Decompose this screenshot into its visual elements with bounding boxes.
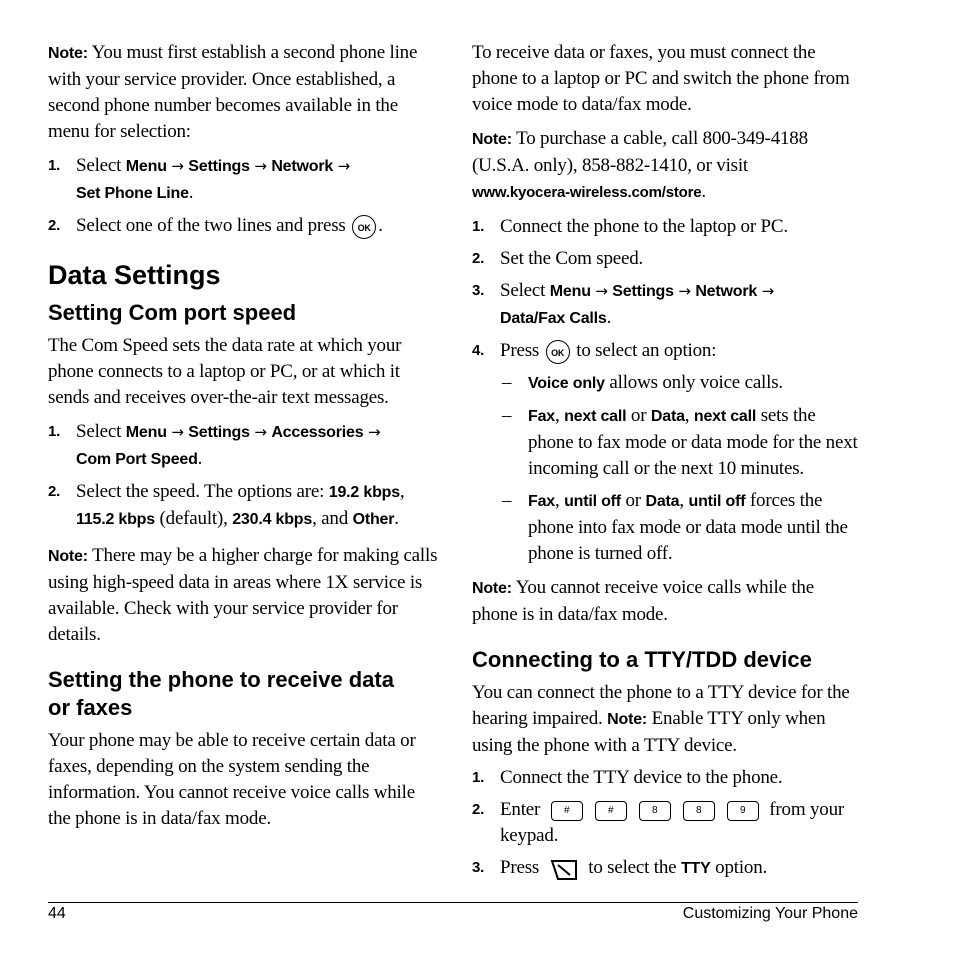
step-text: Select — [500, 280, 546, 301]
punct: . — [394, 508, 399, 529]
page-number: 44 — [48, 905, 66, 922]
step-text: Select — [76, 421, 122, 442]
default-text: (default), — [159, 508, 228, 529]
option-text: sets the phone to fax mode or data mode for the next incoming call or the next 10 minutes. — [528, 405, 858, 479]
dash-bullet: – — [502, 372, 512, 393]
network-label: Network — [695, 283, 758, 300]
data-label: Data — [645, 493, 680, 510]
fax-label: Fax — [528, 493, 555, 510]
option-voice-only — [472, 370, 862, 397]
receive-fax-paragraph: To receive data or faxes, you must connect the phone to a laptop or PC and switch the phone from voice mode to data/fax mode. — [472, 42, 850, 115]
pound-key-icon: # — [551, 801, 583, 821]
arrow-icon: → — [171, 157, 184, 175]
step-number: 2. — [48, 483, 61, 500]
option-other: Other — [352, 511, 395, 528]
store-link[interactable]: www.kyocera-wireless.com/store — [472, 184, 702, 201]
left-column — [48, 40, 438, 832]
step-set-com-speed — [472, 246, 862, 272]
arrow-icon: → — [171, 423, 184, 441]
or-text: or — [630, 405, 647, 426]
step-number: 3. — [472, 282, 485, 299]
pound-key-icon: # — [595, 801, 627, 821]
step-text: Enter — [500, 799, 541, 820]
step-number: 2. — [472, 801, 485, 818]
right-column — [472, 40, 862, 882]
step-select-data-fax — [472, 278, 862, 332]
note-purchase-cable — [472, 126, 862, 206]
subsection-title-tty: Connecting to a TTY/TDD device — [472, 647, 812, 672]
data-fax-calls-label: Data/Fax Calls — [500, 310, 607, 327]
step-press-softkey — [472, 855, 862, 882]
step-connect-tty — [472, 765, 862, 791]
eight-key-icon: 8 — [639, 801, 671, 821]
step-text: option. — [715, 857, 768, 878]
step-text: from your keypad. — [500, 799, 844, 846]
note-label: Note: — [472, 580, 512, 597]
option-19-2: 19.2 kbps — [328, 484, 400, 501]
settings-label: Settings — [188, 158, 250, 175]
data-label: Data — [650, 408, 685, 425]
step-select-phone-line — [48, 153, 438, 207]
note-high-speed-charge — [48, 543, 438, 648]
step-enter-code — [472, 797, 862, 849]
network-label: Network — [271, 158, 334, 175]
voice-only-label: Voice only — [528, 375, 605, 392]
step-number: 1. — [48, 423, 61, 440]
step-select-speed: 2. Select the speed. The options are: 19.2 kbps, 115.2 kbps (default), 230.4 kbps, and Other. — [48, 481, 405, 529]
accessories-label: Accessories — [271, 424, 364, 441]
com-speed-paragraph: The Com Speed sets the data rate at which your phone connects to a laptop or PC, or at which it sends and receives over-the-air text messages. — [48, 335, 402, 408]
note-text: You must first establish a second phone line with your service provider. Once established, a second phone number becomes available in the menu for selection: — [48, 42, 418, 142]
set-phone-line-label: Set Phone Line — [76, 185, 189, 202]
dash-bullet: – — [502, 490, 512, 511]
receive-data-paragraph: Your phone may be able to receive certain data or faxes, depending on the system sending the information. You cannot receive voice calls while the phone is in data/fax mode. — [48, 730, 416, 829]
arrow-icon: → — [254, 157, 267, 175]
ok-key-icon: OK — [352, 215, 376, 239]
option-115-2: 115.2 kbps — [76, 511, 155, 528]
tty-note-text: Enable TTY only when using the phone with a TTY device. — [472, 708, 826, 756]
tty-text: You can connect the phone to a TTY device for the hearing impaired. — [472, 682, 850, 729]
fax-label: Fax — [528, 408, 555, 425]
menu-label: Menu — [125, 158, 167, 175]
step-text: Press — [500, 857, 540, 878]
step-number: 1. — [472, 218, 485, 235]
option-until-off: – Fax, until off or Data, until off forces the phone into fax mode or data mode until the phone is turned off. — [502, 490, 848, 564]
eight-key-icon: 8 — [683, 801, 715, 821]
next-call-label: next call — [693, 408, 757, 425]
com-port-speed-label: Com Port Speed — [76, 451, 198, 468]
step-text: Select one of the two lines and press — [76, 215, 346, 236]
punct: . — [378, 215, 383, 236]
arrow-icon: → — [337, 157, 350, 175]
left-softkey-icon — [550, 857, 578, 881]
step-text: Select — [76, 155, 122, 176]
tty-paragraph — [472, 680, 862, 759]
note-no-voice-calls — [472, 575, 862, 628]
settings-label: Settings — [612, 283, 674, 300]
step-text: to select an option: — [576, 340, 717, 361]
tty-option-label: TTY — [680, 860, 711, 877]
step-text: Press — [500, 340, 540, 361]
arrow-icon: → — [678, 282, 691, 300]
note-label: Note: — [48, 45, 88, 62]
footer-rule — [48, 902, 858, 903]
note-second-line — [48, 40, 438, 145]
note-text: To purchase a cable, call 800-349-4188 (U.S.A. only), 858-882-1410, or visit — [472, 128, 808, 176]
arrow-icon: → — [254, 423, 267, 441]
option-text: forces the phone into fax mode or data mode until the phone is turned off. — [528, 490, 848, 564]
punct: . — [606, 307, 612, 328]
option-next-call: – Fax, next call or Data, next call sets the phone to fax mode or data mode for the next incoming call or the next 10 minutes. — [502, 405, 858, 479]
section-title-data-settings: Data Settings — [48, 260, 221, 290]
ok-key-icon: OK — [546, 340, 570, 364]
or-text: or — [625, 490, 641, 511]
arrow-icon: → — [761, 282, 774, 300]
nine-key-icon: 9 — [727, 801, 759, 821]
subsection-title-receive-data: Setting the phone to receive data or faxes — [48, 667, 394, 720]
menu-label: Menu — [549, 283, 591, 300]
option-230-4: 230.4 kbps — [232, 511, 313, 528]
menu-label: Menu — [125, 424, 167, 441]
and-text: , and — [312, 508, 349, 529]
chapter-title: Customizing Your Phone — [682, 905, 858, 922]
step-text: Connect the phone to the laptop or PC. — [500, 216, 788, 237]
step-number: 2. — [472, 250, 485, 267]
step-text: Select the speed. The options are: — [76, 481, 325, 502]
note-label: Note: — [48, 548, 88, 565]
option-text: allows only voice calls. — [609, 372, 783, 393]
note-label: Note: — [607, 711, 648, 728]
note-text: You cannot receive voice calls while the phone is in data/fax mode. — [472, 577, 814, 625]
step-number: 1. — [472, 769, 485, 786]
punct: . — [188, 182, 194, 203]
until-off-label: until off — [688, 493, 746, 510]
step-number: 4. — [472, 342, 485, 359]
arrow-icon: → — [367, 423, 381, 441]
note-label: Note: — [472, 131, 512, 148]
punct: . — [197, 448, 203, 469]
settings-label: Settings — [188, 424, 250, 441]
step-number: 3. — [472, 859, 485, 876]
punct: . — [701, 181, 706, 202]
step-press-ok — [472, 338, 862, 364]
dash-bullet: – — [502, 405, 512, 426]
step-connect-laptop — [472, 214, 862, 240]
until-off-label: until off — [564, 493, 621, 510]
step-text: Set the Com speed. — [500, 248, 644, 269]
note-text: There may be a higher charge for making calls using high-speed data in areas where 1X service is available. Check with your service provider for details. — [48, 545, 438, 645]
next-call-label: next call — [564, 408, 627, 425]
step-number: 2. — [48, 217, 61, 234]
subsection-title-com-port: Setting Com port speed — [48, 300, 297, 325]
arrow-icon: → — [595, 282, 608, 300]
step-select-line — [48, 213, 438, 239]
step-number: 1. — [48, 157, 61, 174]
step-text: Connect the TTY device to the phone. — [500, 767, 783, 788]
step-text: to select the — [588, 857, 677, 878]
step-select-com-port — [48, 419, 438, 473]
